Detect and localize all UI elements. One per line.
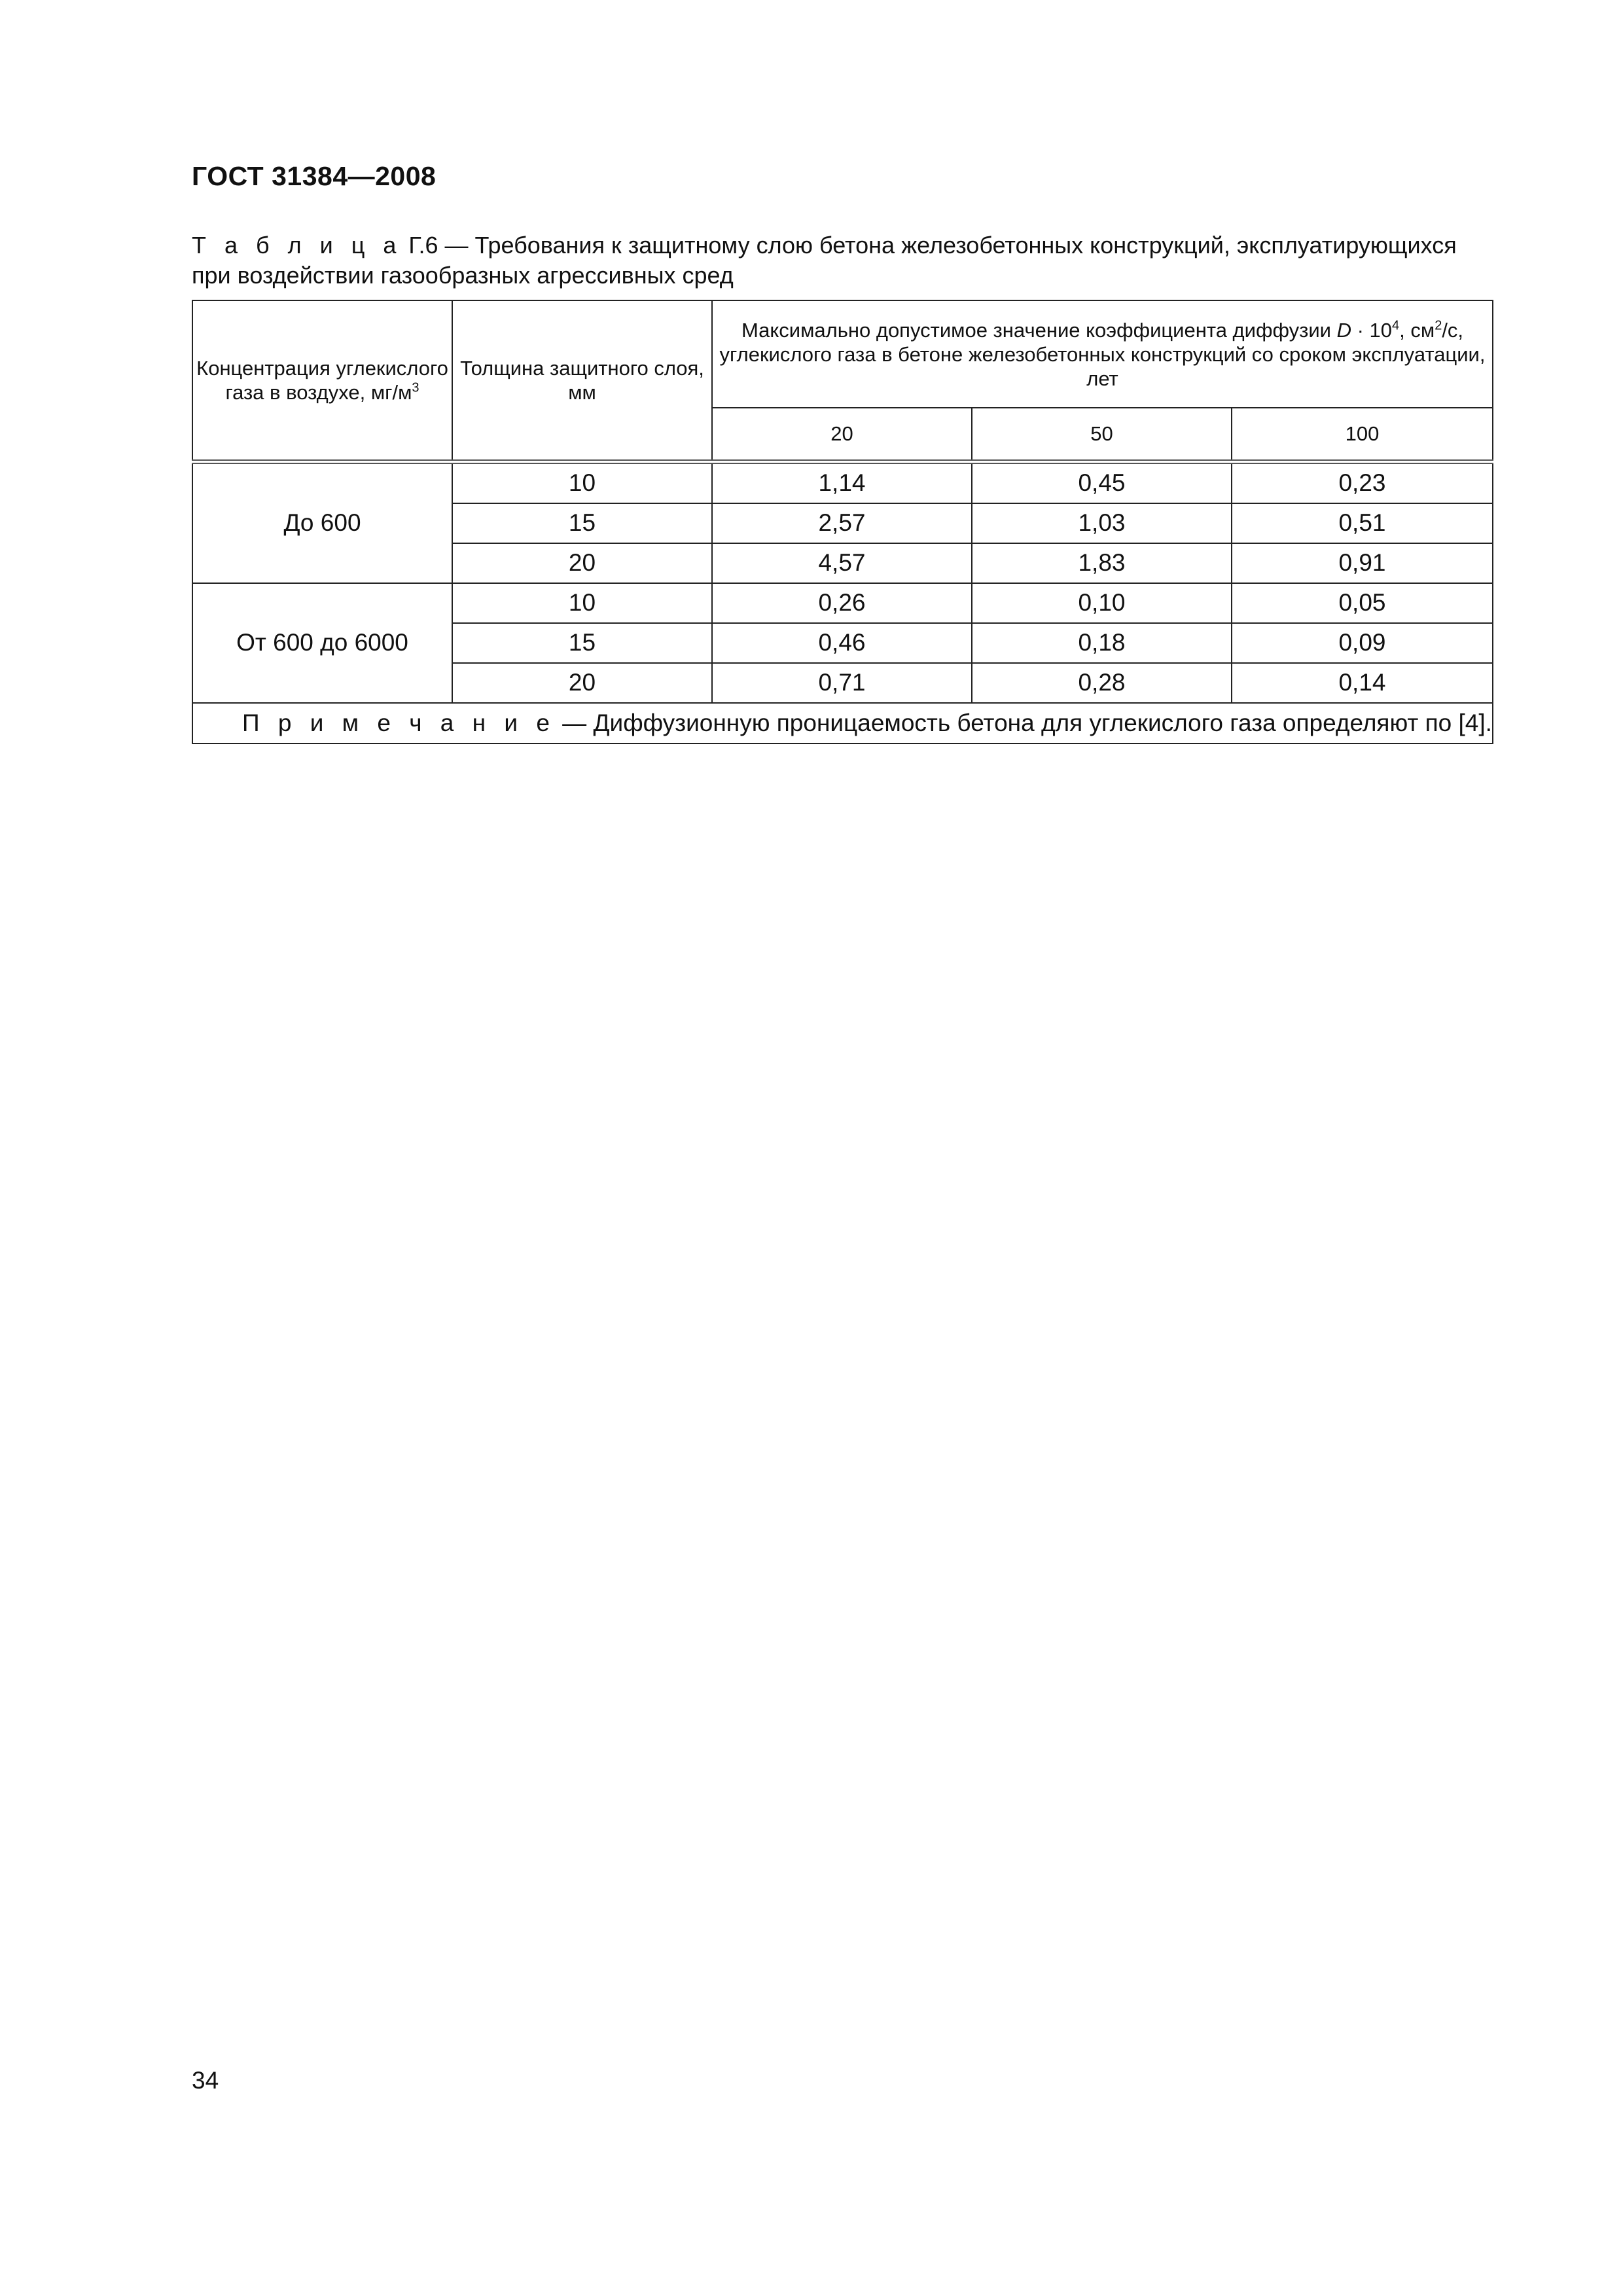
value-cell: 2,57: [712, 503, 972, 543]
table-caption-text: Г.6 — Требования к защитному слою бетона железобетонных конструкций, эксплуатирующихся при воздействии газообразных агрессивных сред: [192, 232, 1457, 289]
page-number: 34: [192, 2067, 219, 2094]
value-cell: 0,26: [712, 583, 972, 623]
header-year-20: 20: [712, 408, 972, 461]
value-cell: 1,03: [972, 503, 1232, 543]
thickness-cell: 15: [452, 623, 712, 663]
header-year-100: 100: [1232, 408, 1493, 461]
value-cell: 4,57: [712, 543, 972, 583]
value-cell: 0,14: [1232, 663, 1493, 703]
thickness-cell: 10: [452, 461, 712, 503]
value-cell: 0,05: [1232, 583, 1493, 623]
value-cell: 1,83: [972, 543, 1232, 583]
table-caption: [192, 230, 1501, 291]
thickness-cell: 15: [452, 503, 712, 543]
value-cell: 0,91: [1232, 543, 1493, 583]
value-cell: 0,46: [712, 623, 972, 663]
value-cell: 0,71: [712, 663, 972, 703]
table-caption-label: Т а б л и ц а: [192, 232, 402, 259]
header-thickness: Толщина защитного слоя, мм: [452, 300, 712, 461]
concentration-cell: От 600 до 6000: [192, 583, 452, 703]
header-year-50: 50: [972, 408, 1232, 461]
value-cell: 0,10: [972, 583, 1232, 623]
value-cell: 0,51: [1232, 503, 1493, 543]
concentration-cell: До 600: [192, 461, 452, 583]
table-note-row: [192, 703, 1493, 744]
thickness-cell: 10: [452, 583, 712, 623]
note-text: — Диффузионную проницаемость бетона для углекислого газа определяют по [4].: [555, 709, 1492, 736]
value-cell: 0,23: [1232, 461, 1493, 503]
value-cell: 1,14: [712, 461, 972, 503]
thickness-cell: 20: [452, 543, 712, 583]
header-concentration: Концентрация углекислого газа в воздухе, $мг/м^3$: [192, 300, 452, 461]
table-row: [192, 583, 1493, 623]
value-cell: 0,28: [972, 663, 1232, 703]
coefficient-table: [192, 300, 1493, 744]
value-cell: 0,09: [1232, 623, 1493, 663]
header-diffusion-coefficient: Максимально допустимое значение коэффициента диффузии $D \cdot 10^4$, $см^2/с$, углекислого газа в бетоне железобетонных конструкций со сроком эксплуатации, лет: [712, 300, 1493, 408]
value-cell: 0,18: [972, 623, 1232, 663]
document-header: ГОСТ 31384—2008: [192, 161, 437, 191]
thickness-cell: 20: [452, 663, 712, 703]
table-note: [192, 703, 1493, 744]
note-label: П р и м е ч а н и е: [242, 709, 556, 736]
table-row: [192, 461, 1493, 503]
value-cell: 0,45: [972, 461, 1232, 503]
